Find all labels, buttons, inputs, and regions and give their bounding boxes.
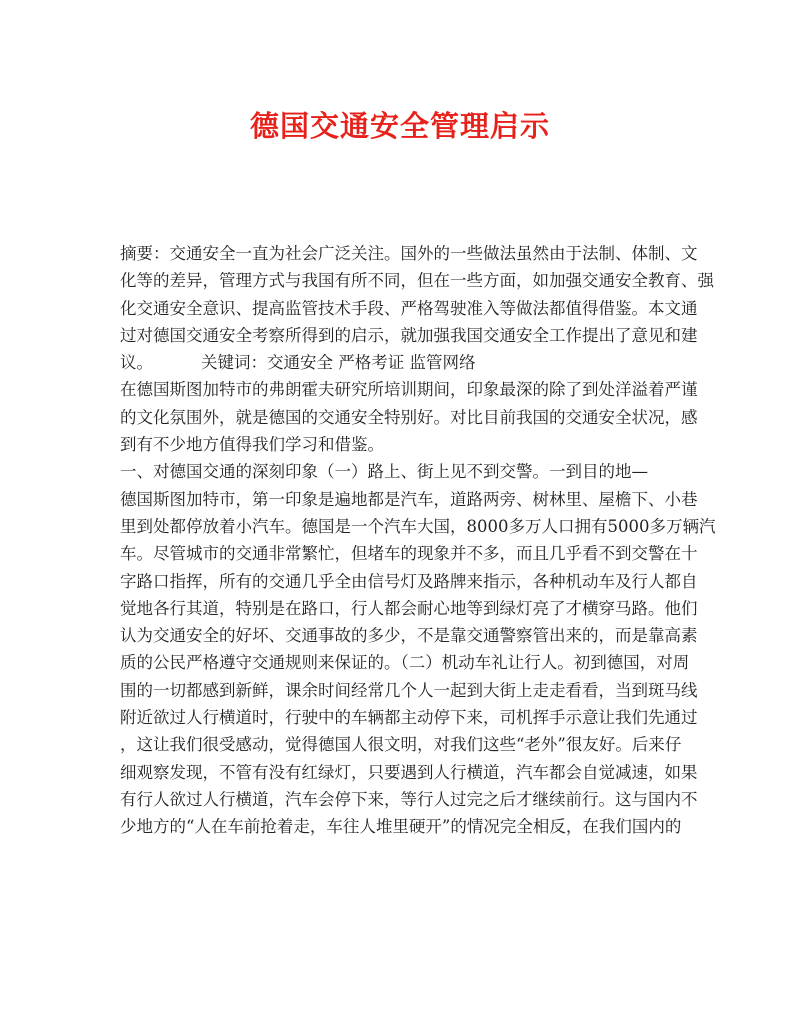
document-title: 德国交通安全管理启示 [249,109,550,143]
abstract-line: 化等的差异，管理方式与我国有所不同，但在一些方面，如加强交通安全教育、强 [120,271,714,291]
section-line: 质的公民严格遵守交通规则来保证的。（二）机动车礼让行人。初到德国，对周 [120,653,690,673]
section-line: 少地方的“人在车前抢着走，车往人堆里硬开”的情况完全相反，在我们国内的 [120,817,682,837]
intro-line: 到有不少地方值得我们学习和借鉴。 [120,435,384,455]
intro-line: 在德国斯图加特市的弗朗霍夫研究所培训期间，印象最深的除了到处洋溢着严谨 [120,380,698,400]
section-line: 觉地各行其道，特别是在路口，行人都会耐心地等到绿灯亮了才横穿马路。他们 [120,598,698,618]
intro-line: 的文化氛围外，就是德国的交通安全特别好。对比目前我国的交通安全状况，感 [120,407,698,427]
section-line: 围的一切都感到新鲜，课余时间经常几个人一起到大街上走走看看，当到斑马线 [120,680,698,700]
section-line: 有行人欲过人行横道，汽车会停下来，等行人过完之后才继续前行。这与国内不 [120,789,698,809]
document-body [120,240,716,841]
abstract-line: 摘要：交通安全一直为社会广泛关注。国外的一些做法虽然由于法制、体制、文 [120,244,698,263]
abstract-line: 化交通安全意识、提高监管技术手段、严格驾驶准入等做法都值得借鉴。本文通 [120,298,698,318]
abstract-line: 过对德国交通安全考察所得到的启示，就加强我国交通安全工作提出了意见和建 [120,325,698,345]
section-line: 车。尽管城市的交通非常繁忙，但堵车的现象并不多，而且几乎看不到交警在十 [120,544,698,564]
section-line: 德国斯图加特市，第一印象是遍地都是汽车，道路两旁、树林里、屋檐下、小巷 [120,489,698,509]
section-line: 里到处都停放着小汽车。德国是一个汽车大国，8000多万人口拥有5000多万辆汽 [120,516,716,536]
section-line: ，这让我们很受感动，觉得德国人很文明，对我们这些“老外”很友好。后来仔 [120,735,682,755]
section-line: 字路口指挥，所有的交通几乎全由信号灯及路牌来指示，各种机动车及行人都自 [120,571,698,591]
keywords: 关键词：交通安全 严格考证 监管网络 [201,353,476,373]
section-line: 附近欲过人行横道时，行驶中的车辆都主动停下来，司机挥手示意让我们先通过 [120,708,698,728]
section-line: 认为交通安全的好坏、交通事故的多少，不是靠交通警察管出来的，而是靠高素 [120,626,698,646]
section-line: 一、对德国交通的深刻印象（一）路上、街上见不到交警。一到目的地— [120,462,648,482]
abstract-keywords-line [120,349,675,376]
abstract-last: 议。 [120,353,153,373]
section-line: 细观察发现，不管有没有红绿灯，只要遇到人行横道，汽车都会自觉减速，如果 [120,762,698,782]
